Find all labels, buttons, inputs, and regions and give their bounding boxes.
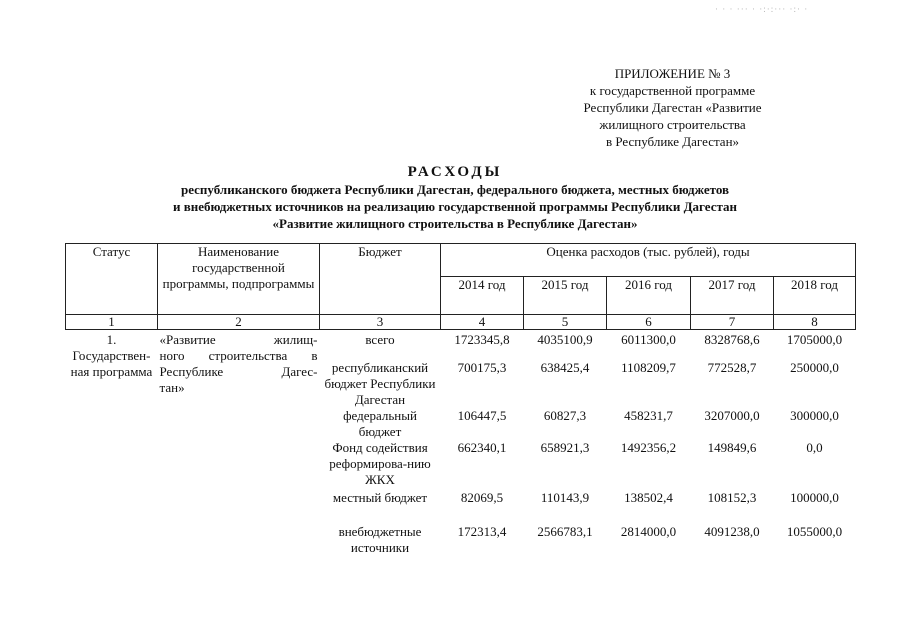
expense-value: 82069,5 xyxy=(460,490,504,505)
budget-source: федеральный бюджет xyxy=(343,408,417,439)
expense-value: 3207000,0 xyxy=(704,408,760,423)
header-program-name: Наименование государственной программы, подпрограммы xyxy=(158,244,320,315)
header-year: 2015 год xyxy=(524,277,607,315)
expense-value: 700175,3 xyxy=(457,360,507,375)
expense-value: 662340,1 xyxy=(457,440,507,455)
budget-source: республиканский бюджет Республики Дагестан xyxy=(324,360,436,407)
expense-value: 138502,4 xyxy=(624,490,673,505)
appendix-line: ПРИЛОЖЕНИЕ № 3 xyxy=(614,66,731,81)
header-year: 2014 год xyxy=(441,277,524,315)
budget-source: Фонд содействия реформирова-нию ЖКХ xyxy=(329,440,431,487)
expense-value: 658921,3 xyxy=(540,440,590,455)
program-name-line: ного строительства в xyxy=(159,348,318,363)
title-main: РАСХОДЫ xyxy=(407,164,503,180)
expense-value: 1705000,0 xyxy=(786,332,843,347)
program-name-line: «Развитие жилищ- xyxy=(159,332,318,347)
column-number: 7 xyxy=(691,315,774,330)
document-title xyxy=(90,163,820,232)
appendix-line: к государственной программе xyxy=(589,83,756,98)
appendix-line: жилищного строительства xyxy=(599,117,746,132)
table-row xyxy=(66,330,856,349)
title-line: республиканского бюджета Республики Дагестан, федерального бюджета, местных бюджетов xyxy=(180,182,730,197)
program-status: 1. Государствен-ная программа xyxy=(70,332,153,379)
expense-value: 8328768,6 xyxy=(704,332,760,347)
expense-value: 60827,3 xyxy=(543,408,587,423)
expense-value: 4091238,0 xyxy=(704,524,760,539)
expense-value: 1723345,8 xyxy=(454,332,510,347)
budget-source: местный бюджет xyxy=(332,490,428,505)
expense-value: 638425,4 xyxy=(540,360,590,375)
header-expense-estimate: Оценка расходов (тыс. рублей), годы xyxy=(441,244,856,277)
expenses-table xyxy=(65,243,856,556)
expense-value: 772528,7 xyxy=(707,360,757,375)
expense-value: 110143,9 xyxy=(540,490,590,505)
column-number: 3 xyxy=(320,315,441,330)
header-status: Статус xyxy=(66,244,158,315)
column-number-row xyxy=(66,315,856,330)
column-number: 8 xyxy=(774,315,856,330)
header-budget: Бюджет xyxy=(320,244,441,315)
expense-value: 0,0 xyxy=(806,440,823,455)
expense-value: 108152,3 xyxy=(707,490,757,505)
expense-value: 1492356,2 xyxy=(620,440,677,455)
header-year: 2017 год xyxy=(691,277,774,315)
expense-value: 4035100,9 xyxy=(537,332,593,347)
column-number: 2 xyxy=(158,315,320,330)
header-year: 2016 год xyxy=(607,277,691,315)
expense-value: 458231,7 xyxy=(624,408,673,423)
expense-value: 100000,0 xyxy=(790,490,839,505)
expense-value: 149849,6 xyxy=(707,440,757,455)
faint-handwritten-mark: · · · ··· · ·:·:··· ·:· · xyxy=(715,4,809,14)
expense-value: 106447,5 xyxy=(457,408,507,423)
expense-value: 250000,0 xyxy=(790,360,839,375)
budget-source: внебюджетные источники xyxy=(338,524,422,555)
program-name xyxy=(158,330,320,557)
expense-value: 6011300,0 xyxy=(621,332,676,347)
column-number: 5 xyxy=(524,315,607,330)
appendix-line: Республики Дагестан «Развитие xyxy=(583,100,762,115)
expense-value: 172313,4 xyxy=(457,524,507,539)
expense-value: 1055000,0 xyxy=(786,524,843,539)
expense-value: 300000,0 xyxy=(790,408,839,423)
appendix-header xyxy=(560,65,785,150)
column-number: 6 xyxy=(607,315,691,330)
title-line: «Развитие жилищного строительства в Республике Дагестан» xyxy=(272,216,638,231)
column-number: 1 xyxy=(66,315,158,330)
title-line: и внебюджетных источников на реализацию государственной программы Республики Дагестан xyxy=(172,199,737,214)
expense-value: 2566783,1 xyxy=(537,524,593,539)
program-name-line: тан» xyxy=(159,380,185,395)
expense-value: 1108209,7 xyxy=(621,360,676,375)
column-number: 4 xyxy=(441,315,524,330)
appendix-line: в Республике Дагестан» xyxy=(605,134,740,149)
expense-value: 2814000,0 xyxy=(620,524,677,539)
header-year: 2018 год xyxy=(774,277,856,315)
program-name-line: Республике Дагес- xyxy=(159,364,318,379)
budget-source: всего xyxy=(365,332,395,347)
